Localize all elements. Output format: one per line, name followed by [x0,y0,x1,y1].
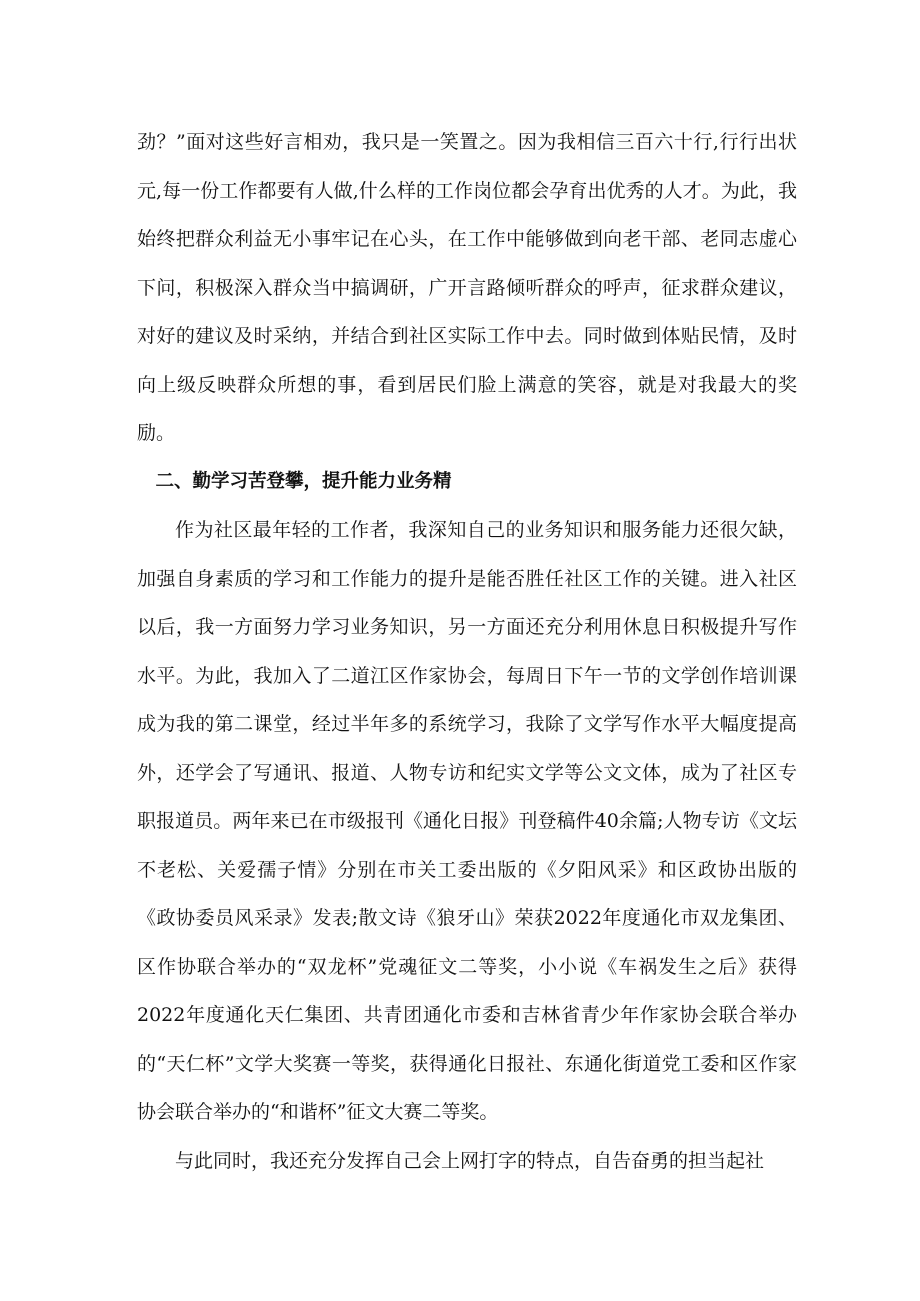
paragraph: 作为社区最年轻的工作者，我深知自己的业务知识和服务能力还很欠缺，加强自身素质的学习和工作能力的提升是能否胜任社区工作的关键。进入社区以后，我一方面努力学习业务知识，另一方面还充分利用休息日积极提升写作水平。为此，我加入了二道江区作家协会，每周日下午一节的文学创作培训课成为我的第二课堂，经过半年多的系统学习，我除了文学写作水平大幅度提高外，还学会了写通讯、报道、人物专访和纪实文学等公文文体，成为了社区专职报道员。两年来已在市级报刊《通化日报》刊登稿件40余篇;人物专访《文坛不老松、关爱孺子情》分别在市关工委出版的《夕阳风采》和区政协出版的《政协委员风采录》发表;散文诗《狼牙山》荣获2022年度通化市双龙集团、区作协联合举办的“双龙杯”党魂征文二等奖，小小说《车祸发生之后》获得2022年度通化天仁集团、共青团通化市委和吉林省青少年作家协会联合举办的“天仁杯”文学大奖赛一等奖，获得通化日报社、东通化街道党工委和区作家协会联合举办的“和谐杯”征文大赛二等奖。 [137,519,797,1123]
paragraph-continuation: 劲？”面对这些好言相劝，我只是一笑置之。因为我相信三百六十行,行行出状元,每一份工作都要有人做,什么样的工作岗位都会孕育出优秀的人才。为此，我始终把群众利益无小事牢记在心头，在工作中能够做到向老干部、老同志虚心下问，积极深入群众当中搞调研，广开言路倾听群众的呼声，征求群众建议，对好的建议及时采纳，并结合到社区实际工作中去。同时做到体贴民情，及时向上级反映群众所想的事，看到居民们脸上满意的笑容，就是对我最大的奖励。 [137,131,797,444]
section-heading: 二、勤学习苦登攀，提升能力业务精 [155,470,452,492]
document-body [137,118,797,1185]
paragraph: 与此同时，我还充分发挥自己会上网打字的特点，自告奋勇的担当起社 [175,1149,765,1172]
